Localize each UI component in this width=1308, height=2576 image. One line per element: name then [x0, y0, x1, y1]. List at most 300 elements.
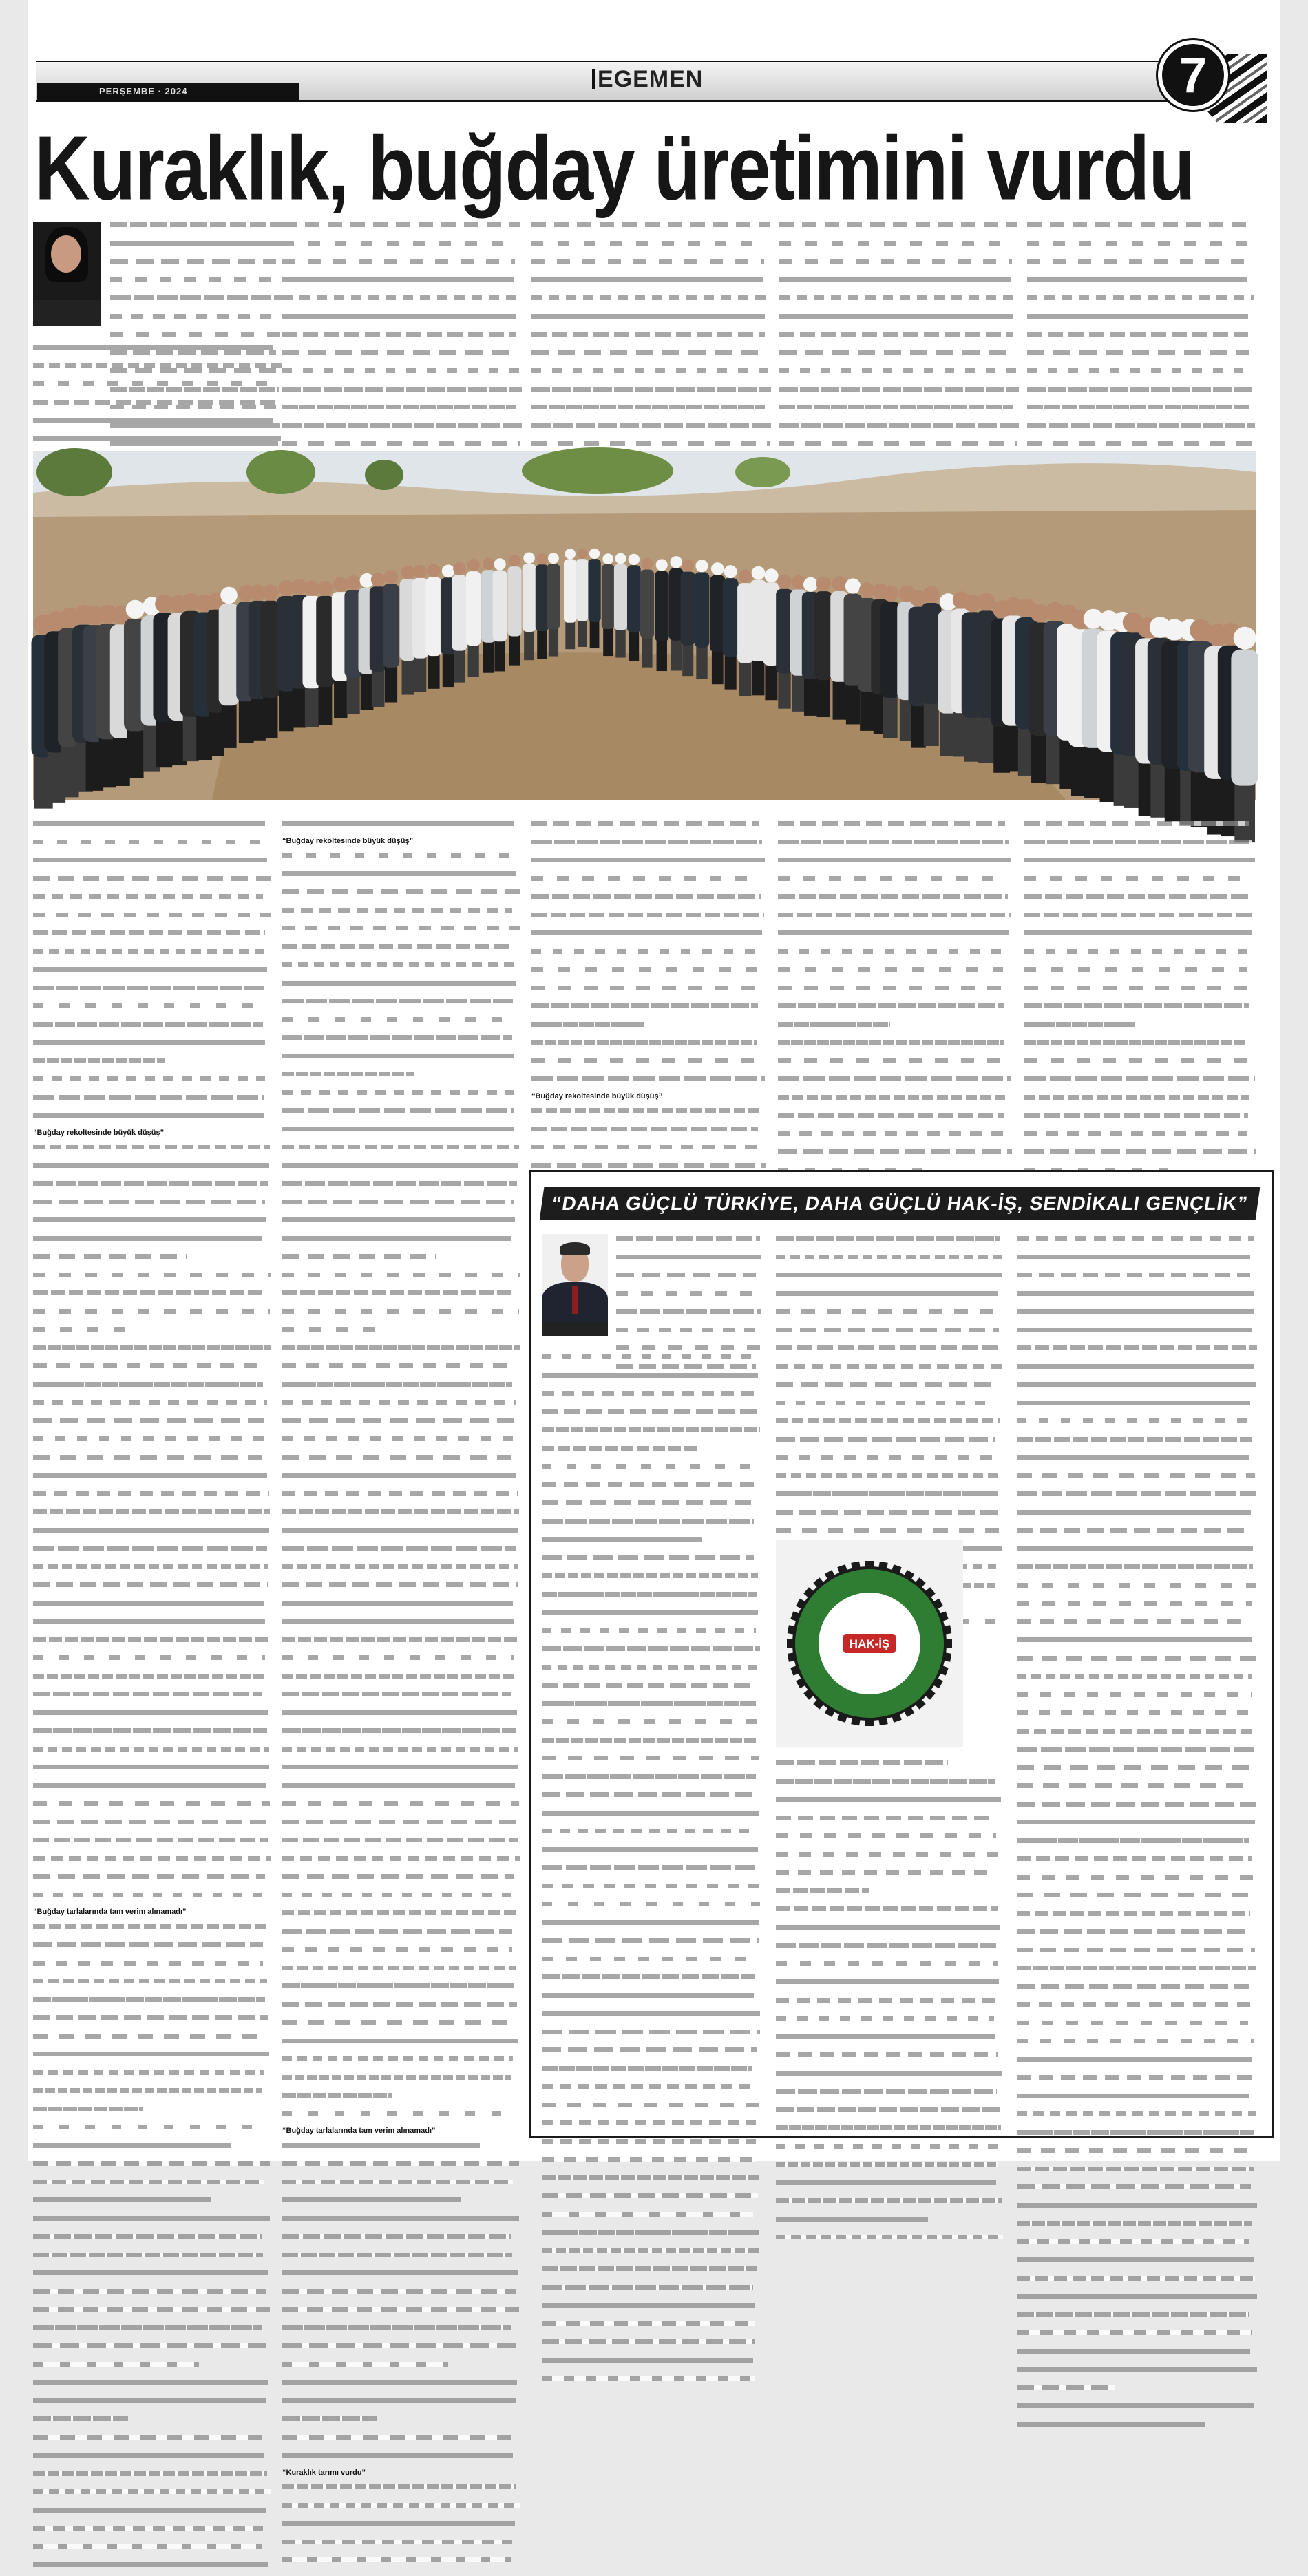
- text-line: [778, 1040, 1012, 1054]
- text-line: [33, 2343, 271, 2357]
- text-line: [33, 1655, 271, 1669]
- text-line: [33, 2471, 271, 2485]
- text-line: [542, 2047, 761, 2061]
- text-line: [1027, 277, 1256, 291]
- paper-name: EGEMEN: [598, 66, 704, 92]
- text-line: [33, 2307, 271, 2321]
- text-line: [542, 2066, 761, 2080]
- text-line: [282, 889, 520, 903]
- text-line: [779, 241, 1020, 255]
- text-line: [1017, 1929, 1258, 1943]
- text-line: [542, 2285, 761, 2299]
- text-line: [282, 1966, 520, 1979]
- text-line: [282, 999, 520, 1012]
- text-line: [542, 2376, 761, 2389]
- text-line: [531, 295, 772, 309]
- text-line: [1027, 405, 1256, 418]
- person-figure: [547, 553, 560, 656]
- text-line: [282, 2020, 520, 2034]
- text-line: [1024, 858, 1256, 871]
- text-line: [33, 2362, 271, 2376]
- text-line: [282, 259, 523, 273]
- headline: Kuraklık, buğday üretimini vurdu: [34, 117, 1194, 219]
- article-column-9: [778, 816, 1012, 1158]
- text-line: [542, 1373, 761, 1387]
- boxed-column-1: [616, 1231, 761, 1341]
- text-line: [1024, 840, 1256, 853]
- text-line: [282, 1145, 520, 1158]
- text-line: [779, 314, 1020, 328]
- person-figure: [523, 553, 536, 661]
- text-line: [33, 1400, 271, 1414]
- text-line: [1017, 1966, 1258, 1979]
- text-line: [33, 2015, 271, 2029]
- text-line: [282, 1017, 520, 1031]
- text-line: [282, 1564, 520, 1578]
- text-line: [282, 1528, 520, 1542]
- date-strip: PERŞEMBE · 2024: [37, 83, 299, 100]
- text-line: [282, 2289, 520, 2303]
- text-line: [531, 241, 772, 255]
- text-line: [282, 2380, 520, 2394]
- text-line: [1017, 2294, 1258, 2308]
- text-line: [776, 1491, 1003, 1505]
- text-line: [616, 1309, 761, 1323]
- text-line: [33, 1382, 271, 1396]
- text-line: [776, 1255, 1003, 1268]
- text-line: [1017, 1273, 1258, 1286]
- text-line: [33, 1436, 271, 1450]
- text-line: [282, 387, 523, 401]
- person-figure: [383, 570, 399, 702]
- text-line: [542, 1738, 761, 1752]
- text-line: [1017, 1856, 1258, 1870]
- text-line: [33, 1217, 271, 1231]
- text-line: [1017, 1382, 1258, 1396]
- text-line: [1017, 1820, 1258, 1833]
- hak-is-logo-panel: [776, 1540, 963, 1747]
- article-subhead: “Buğday rekoltesinde büyük düşüş”: [282, 836, 414, 845]
- text-line: [110, 241, 282, 255]
- text-line: [776, 2162, 1003, 2175]
- text-line: [33, 1163, 271, 1177]
- text-line: [542, 1792, 761, 1806]
- text-line: [776, 1309, 1003, 1323]
- text-line: [282, 2398, 520, 2412]
- text-line: [778, 1022, 1012, 1036]
- text-line: [542, 1811, 761, 1824]
- article-column-7: [282, 816, 520, 2477]
- text-line: [616, 1273, 761, 1286]
- text-line: [282, 1418, 520, 1432]
- person-figure: [814, 577, 832, 718]
- text-line: [282, 1217, 520, 1231]
- text-line: [531, 1058, 766, 1072]
- text-line: [1027, 241, 1256, 255]
- text-line: [1017, 1510, 1258, 1524]
- text-line: [1027, 332, 1256, 345]
- text-line: [1024, 1076, 1256, 1090]
- text-line: [531, 222, 772, 236]
- text-line: [542, 2120, 761, 2134]
- text-line: [282, 1619, 520, 1632]
- text-line: [542, 1354, 761, 1368]
- text-line: [33, 2398, 271, 2412]
- text-line: [776, 1401, 1003, 1414]
- text-line: [1024, 949, 1256, 963]
- text-line: [1017, 1418, 1258, 1432]
- text-line: [1017, 1747, 1258, 1760]
- text-line: [1024, 930, 1256, 944]
- text-line: [531, 1076, 766, 1090]
- text-line: [779, 277, 1020, 291]
- text-line: [531, 876, 766, 890]
- text-line: [282, 350, 523, 364]
- text-line: [1017, 1911, 1258, 1925]
- text-line: [542, 2212, 761, 2226]
- text-line: [542, 2175, 761, 2189]
- text-line: [1027, 222, 1256, 236]
- boxed-article: [529, 1170, 1274, 2138]
- boxed-column-3: [1017, 1231, 1258, 2120]
- text-line: [1024, 1113, 1256, 1127]
- text-line: [282, 1163, 520, 1177]
- text-line: [1027, 259, 1256, 273]
- text-line: [282, 1108, 520, 1122]
- text-line: [33, 2270, 271, 2284]
- text-line: [776, 1328, 1003, 1341]
- text-line: [33, 840, 271, 853]
- text-line: [1017, 2075, 1258, 2089]
- text-line: [542, 1482, 761, 1496]
- text-line: [542, 1555, 761, 1569]
- text-line: [778, 1149, 1012, 1163]
- text-line: [776, 2217, 1003, 2231]
- text-line: [1017, 2367, 1258, 2381]
- text-line: [776, 1364, 1003, 1378]
- text-line: [33, 1200, 271, 1213]
- text-line: [33, 2034, 271, 2047]
- text-line: [1017, 1692, 1258, 1706]
- text-line: [1017, 1619, 1258, 1633]
- article-subhead: “Buğday tarlalarında tam verim alınamadı”: [282, 2127, 436, 2135]
- text-line: [282, 2216, 520, 2230]
- text-line: [282, 1382, 520, 1396]
- text-line: [33, 2526, 271, 2540]
- text-line: [33, 1076, 271, 1090]
- text-line: [542, 1427, 761, 1441]
- text-line: [776, 2198, 1003, 2212]
- text-line: [282, 2521, 520, 2535]
- text-line: [33, 1601, 271, 1615]
- text-line: [531, 314, 772, 328]
- text-line: [779, 423, 1020, 437]
- author-photo: [33, 222, 101, 326]
- text-line: [542, 1902, 761, 1915]
- text-line: [1017, 1875, 1258, 1888]
- text-line: [110, 259, 282, 273]
- text-line: [779, 405, 1020, 418]
- text-line: [33, 1997, 271, 2011]
- text-line: [282, 1874, 520, 1888]
- text-line: [282, 1455, 520, 1469]
- text-line: [531, 967, 766, 981]
- text-line: [776, 1888, 1003, 1902]
- text-line: [282, 1820, 520, 1833]
- person-figure: [588, 549, 600, 648]
- text-line: [33, 1893, 271, 1906]
- text-line: [33, 858, 271, 871]
- text-line: [282, 944, 520, 958]
- text-line: [1017, 1491, 1258, 1505]
- text-line: [33, 1979, 271, 1992]
- text-line: [542, 2230, 761, 2244]
- text-line: [542, 1847, 761, 1861]
- text-line: [282, 332, 523, 345]
- newspaper-page: [28, 0, 1280, 2477]
- text-line: [33, 949, 271, 963]
- text-line: [776, 1852, 1003, 1866]
- text-line: [778, 949, 1012, 963]
- text-line: [1024, 1095, 1256, 1109]
- text-line: [542, 1774, 761, 1788]
- text-line: [542, 1446, 761, 1460]
- boxed-column-1-continued: [542, 1350, 761, 2120]
- text-line: [33, 1363, 271, 1377]
- text-line: [33, 1942, 271, 1956]
- text-line: [1017, 1729, 1258, 1743]
- text-line: [542, 2030, 761, 2043]
- text-line: [282, 1054, 520, 1067]
- text-line: [1027, 314, 1256, 328]
- text-line: [776, 2180, 1003, 2194]
- text-line: [33, 894, 271, 908]
- text-line: [542, 1829, 761, 1842]
- text-line: [33, 1728, 271, 1742]
- text-line: [542, 2157, 761, 2171]
- text-line: [282, 1473, 520, 1487]
- boxed-column-2-bottom: [776, 1756, 1003, 2120]
- text-line: [33, 1674, 271, 1688]
- text-line: [779, 332, 1020, 345]
- article-subhead: “Buğday tarlalarında tam verim alınamadı”: [33, 1908, 187, 1916]
- text-line: [110, 222, 282, 236]
- person-figure: [614, 553, 627, 657]
- text-line: [1017, 1546, 1258, 1560]
- text-line: [282, 2111, 520, 2125]
- text-line: [1024, 913, 1256, 926]
- text-line: [282, 2416, 520, 2430]
- text-line: [282, 962, 520, 976]
- person-figure: [452, 562, 467, 683]
- text-line: [1017, 1401, 1258, 1414]
- logo-text: HAK-İŞ: [849, 1637, 890, 1650]
- text-line: [776, 1418, 1003, 1432]
- text-line: [778, 930, 1012, 944]
- text-line: [1027, 368, 1256, 382]
- text-line: [776, 1510, 1003, 1524]
- text-line: [110, 295, 282, 309]
- masthead: [592, 66, 703, 93]
- text-line: [33, 1546, 271, 1560]
- text-line: [282, 2343, 520, 2357]
- text-line: [33, 1022, 271, 1036]
- text-line: [776, 1979, 1003, 1993]
- person-figure: [680, 560, 695, 676]
- text-line: [33, 2544, 271, 2558]
- text-line: [776, 1833, 1003, 1847]
- text-line: [776, 1455, 1003, 1469]
- text-line: [542, 2103, 761, 2116]
- text-line: [542, 1500, 761, 1514]
- hak-is-logo: [776, 1540, 963, 1747]
- text-line: [33, 418, 282, 432]
- text-line: [1024, 1149, 1256, 1163]
- text-line: [282, 2143, 520, 2157]
- text-line: [542, 1537, 761, 1551]
- text-line: [282, 2253, 520, 2266]
- person-figure: [880, 586, 900, 738]
- text-line: [33, 2197, 271, 2211]
- text-line: [1017, 1583, 1258, 1597]
- text-line: [1024, 894, 1256, 908]
- text-line: [542, 1628, 761, 1642]
- text-line: [33, 1040, 271, 1054]
- text-line: [282, 1983, 520, 1997]
- text-line: [1024, 1003, 1256, 1017]
- text-line: [33, 1710, 271, 1724]
- text-line: [282, 2435, 520, 2449]
- text-line: [542, 2248, 761, 2262]
- text-line: [1017, 1710, 1258, 1724]
- text-line: [531, 405, 772, 418]
- text-line: [531, 259, 772, 273]
- text-line: [1024, 1131, 1256, 1145]
- text-line: [1017, 1309, 1258, 1323]
- text-line: [282, 2075, 520, 2089]
- text-line: [776, 2052, 1003, 2066]
- text-line: [33, 913, 271, 926]
- text-line: [776, 1906, 1003, 1920]
- text-line: [33, 1564, 271, 1578]
- text-line: [542, 1938, 761, 1952]
- text-line: [542, 1464, 761, 1478]
- text-line: [282, 1856, 520, 1870]
- text-line: [33, 2125, 271, 2138]
- text-line: [282, 1637, 520, 1651]
- text-line: [778, 913, 1012, 926]
- text-line: [282, 1546, 520, 1560]
- text-line: [1017, 1984, 1258, 1998]
- text-line: [616, 1328, 761, 1341]
- text-line: [282, 1582, 520, 1596]
- text-line: [33, 2070, 271, 2084]
- text-line: [282, 1345, 520, 1359]
- text-line: [33, 1236, 271, 1250]
- person-figure: [316, 581, 334, 725]
- text-line: [778, 840, 1012, 853]
- article-subhead: “Kuraklık tarımı vurdu”: [282, 2468, 366, 2477]
- text-line: [542, 1519, 761, 1533]
- text-line: [282, 2325, 520, 2339]
- text-line: [1024, 876, 1256, 890]
- text-line: [33, 2143, 271, 2157]
- text-line: [1017, 1345, 1258, 1359]
- text-line: [33, 1856, 271, 1870]
- text-line: [282, 1728, 520, 1742]
- text-line: [1017, 2403, 1258, 2417]
- text-line: [1017, 2221, 1258, 2235]
- text-line: [779, 222, 1020, 236]
- text-line: [33, 2234, 271, 2248]
- text-line: [33, 2508, 271, 2522]
- text-line: [778, 986, 1012, 999]
- text-line: [776, 1236, 1003, 1250]
- text-line: [282, 2307, 520, 2321]
- text-line: [282, 1674, 520, 1688]
- text-line: [1024, 1040, 1256, 1054]
- boxed-author-photo: [542, 1234, 608, 1336]
- text-line: [282, 1929, 520, 1943]
- text-line: [1017, 2257, 1258, 2271]
- text-line: [542, 1957, 761, 1970]
- text-line: [779, 387, 1020, 401]
- text-line: [776, 1528, 1003, 1542]
- text-line: [33, 2253, 271, 2266]
- text-line: [282, 2056, 520, 2070]
- text-line: [1027, 387, 1256, 401]
- text-line: [1017, 2385, 1258, 2399]
- text-line: [778, 1076, 1012, 1090]
- person-figure: [695, 560, 710, 679]
- page-number: 7: [1158, 40, 1228, 110]
- boxed-article-title: “DAHA GÜÇLÜ TÜRKİYE, DAHA GÜÇLÜ HAK-İŞ, SENDİKALI GENÇLİK”: [540, 1187, 1260, 1220]
- person-figure: [602, 553, 615, 656]
- text-line: [1017, 2148, 1258, 2162]
- text-line: [531, 1127, 766, 1140]
- text-line: [778, 876, 1012, 890]
- text-line: [282, 2540, 520, 2553]
- text-line: [542, 2084, 761, 2098]
- text-line: [282, 1273, 520, 1286]
- text-line: [778, 967, 1012, 981]
- text-line: [33, 2052, 271, 2065]
- text-line: [542, 1665, 761, 1679]
- text-line: [1017, 2167, 1258, 2180]
- article-subhead: “Buğday rekoltesinde büyük düşüş”: [531, 1092, 663, 1100]
- text-line: [282, 1236, 520, 1250]
- text-line: [1027, 350, 1256, 364]
- article-column-1-continued: [33, 340, 282, 436]
- text-line: [531, 350, 772, 364]
- text-line: [1024, 1022, 1256, 1036]
- text-line: [531, 1040, 766, 1054]
- text-line: [33, 1692, 271, 1705]
- text-line: [33, 1290, 271, 1304]
- text-line: [33, 2489, 271, 2503]
- text-line: [1017, 1437, 1258, 1451]
- text-line: [282, 1090, 520, 1104]
- text-line: [531, 368, 772, 382]
- text-line: [110, 314, 282, 328]
- text-line: [33, 986, 271, 999]
- text-line: [282, 908, 520, 922]
- article-column-5: [1027, 217, 1256, 435]
- text-line: [33, 876, 271, 890]
- text-line: [1017, 1255, 1258, 1268]
- crowd-illustration: [33, 451, 1256, 800]
- text-line: [33, 2161, 271, 2175]
